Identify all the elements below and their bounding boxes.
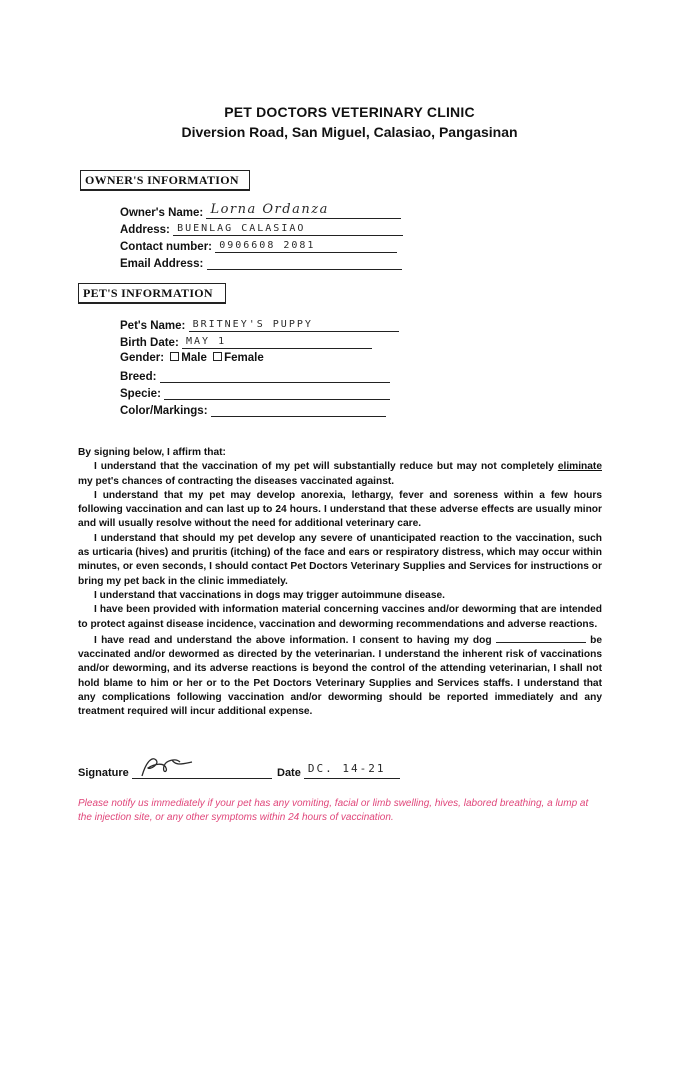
owner-name-value: Lorna Ordanza: [210, 202, 329, 217]
owner-name-field: [120, 202, 401, 219]
address-value: BUENLAG CALASIAO: [177, 223, 306, 234]
address-line[interactable]: [173, 222, 403, 236]
female-label: Female: [224, 352, 264, 364]
clinic-name: PET DOCTORS VETERINARY CLINIC: [224, 104, 475, 120]
affirmation-p1-underlined: eliminate: [557, 461, 602, 473]
male-label: Male: [181, 352, 207, 364]
gender-label: Gender:: [120, 352, 165, 364]
pet-name-label: Pet's Name:: [120, 320, 186, 332]
breed-line[interactable]: [160, 369, 390, 383]
contact-value: 0906608 2081: [219, 240, 316, 251]
male-checkbox[interactable]: [170, 352, 179, 361]
breed-field: [120, 369, 390, 383]
owner-name-label: Owner's Name:: [120, 207, 204, 219]
email-label: Email Address:: [120, 258, 204, 270]
affirmation-paragraph-3: I understand that should my pet develop any severe of unanticipated reaction to the vaccination, such as urticaria (hives) and pruritis (itching) of the face and ears or respiratory distress, which may occur within minutes, or even seconds, I should contact Pet Doctors Veterinary Supplies and Services for instructions or bring my pet back in the clinic immediately.: [78, 532, 602, 587]
date-label: Date: [277, 767, 301, 779]
date-field: [277, 762, 400, 779]
pet-name-field: [120, 318, 399, 332]
email-line[interactable]: [207, 256, 402, 270]
address-label: Address:: [120, 224, 170, 236]
birth-date-value: MAY 1: [185, 336, 227, 347]
signature-scribble-icon: [136, 754, 206, 780]
affirmation-lead: By signing below, I affirm that:: [78, 447, 226, 458]
color-markings-label: Color/Markings:: [120, 405, 208, 417]
gender-field: [120, 352, 264, 364]
affirmation-paragraph-5: I have been provided with information material concerning vaccines and/or deworming that are intended to protect against disease incidence, vaccination and deworming recommendations and adverse reactions.: [78, 604, 602, 630]
affirmation-text: [78, 446, 602, 720]
email-field: [120, 256, 402, 270]
color-markings-line[interactable]: [211, 403, 386, 417]
contact-label: Contact number:: [120, 241, 212, 253]
signature-label: Signature: [78, 767, 129, 779]
signature-line[interactable]: [132, 762, 272, 779]
dog-name-blank[interactable]: [496, 632, 586, 643]
female-checkbox[interactable]: [213, 352, 222, 361]
birth-date-label: Birth Date:: [120, 337, 179, 349]
affirmation-paragraph-2: I understand that my pet may develop anorexia, lethargy, fever and soreness within a few hours following vaccination and can last up to 24 hours. I understand that these adverse effects are usually minor and will usually resolve without the need for additional veterinary care.: [78, 489, 602, 530]
affirmation-p6-a: I have read and understand the above information. I consent to having my dog: [94, 634, 492, 646]
color-markings-field: [120, 403, 386, 417]
date-value: DC. 14-21: [307, 762, 386, 775]
affirmation-p1-b: my pet's chances of contracting the diseases vaccinated against.: [78, 475, 395, 487]
pet-name-value: BRITNEY'S PUPPY: [192, 319, 313, 330]
owner-section-title: OWNER'S INFORMATION: [80, 170, 250, 191]
address-field: [120, 222, 403, 236]
specie-field: [120, 386, 390, 400]
clinic-address: Diversion Road, San Miguel, Calasiao, Pangasinan: [181, 124, 518, 140]
specie-line[interactable]: [164, 386, 390, 400]
contact-line[interactable]: [215, 239, 397, 253]
affirmation-p6-b: be vaccinated and/or dewormed as directed by the veterinarian. I understand the inherent risk of vaccinations and/or deworming, and its adverse reactions is beyond the control of the attending veterinarian, I shall not hold blame to him or her or to the Pet Doctors Veterinary Supplies and Services staffs. I understand that any complications following vaccination and/or deworming should be reported immediately and any treatment required will incur additional expense.: [78, 634, 602, 718]
owner-name-line[interactable]: [206, 202, 401, 219]
affirmation-paragraph-1: [78, 460, 602, 489]
specie-label: Specie:: [120, 388, 161, 400]
breed-label: Breed:: [120, 371, 157, 383]
affirmation-paragraph-4: I understand that vaccinations in dogs may trigger autoimmune disease.: [94, 589, 445, 601]
birth-date-field: [120, 335, 372, 349]
pet-name-line[interactable]: [189, 318, 399, 332]
vaccination-notice: Please notify us immediately if your pet has any vomiting, facial or limb swelling, hives, labored breathing, a lump at the injection site, or any other symptoms within 24 hours of vaccination.: [78, 798, 589, 823]
date-line[interactable]: [304, 762, 400, 779]
affirmation-paragraph-6: [78, 632, 602, 720]
birth-date-line[interactable]: [182, 335, 372, 349]
affirmation-p1-a: I understand that the vaccination of my pet will substantially reduce but may not completely: [94, 461, 554, 473]
pet-section-title: PET'S INFORMATION: [78, 283, 226, 304]
contact-field: [120, 239, 397, 253]
signature-field: [78, 762, 272, 779]
